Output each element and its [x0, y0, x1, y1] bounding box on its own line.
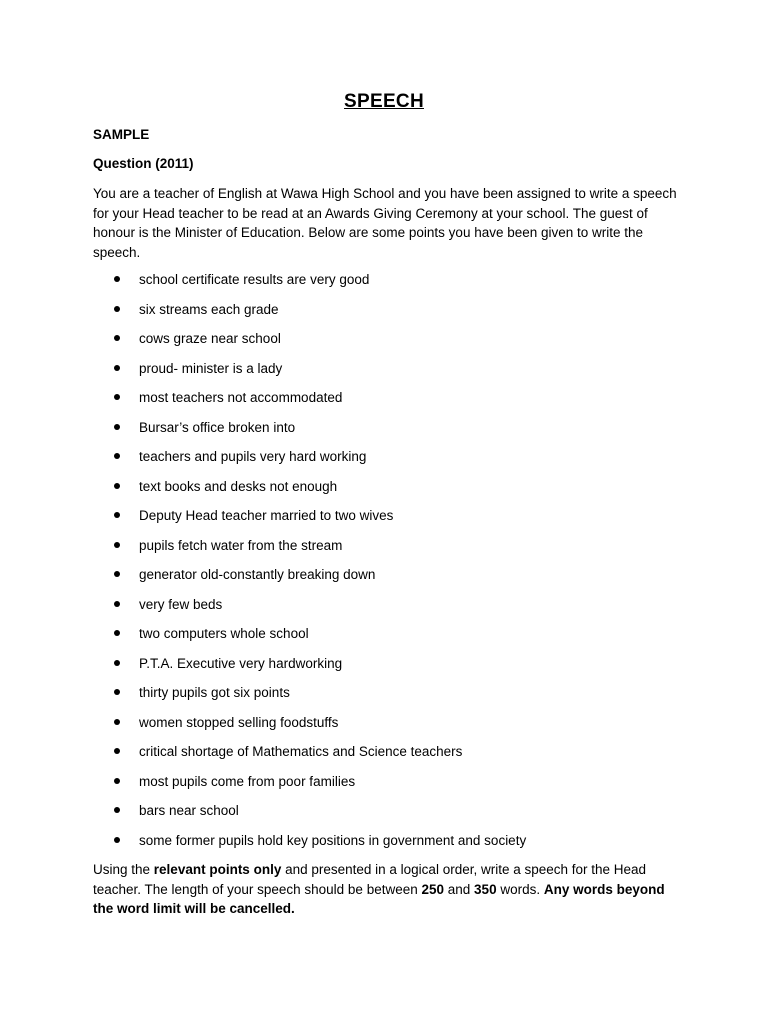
bullet-icon: [114, 424, 120, 430]
list-item-text: six streams each grade: [139, 301, 279, 317]
list-item: [0, 418, 768, 448]
list-item: [0, 654, 768, 684]
bullet-icon: [114, 365, 120, 371]
list-item: [0, 801, 768, 831]
bullet-icon: [114, 542, 120, 548]
list-item-text: most teachers not accommodated: [139, 390, 343, 405]
closing-paragraph: [93, 860, 678, 919]
closing-text-2: and presented in a logical order, write a speech for the Head teacher. The length of your speech should be between: [93, 862, 647, 897]
bullet-icon: [114, 807, 120, 813]
bullet-icon: [114, 689, 120, 695]
closing-bold-relevant: relevant points only: [153, 862, 282, 877]
list-item: [0, 565, 768, 595]
bullet-icon: [114, 601, 120, 607]
bullet-icon: [114, 453, 120, 459]
bullet-icon: [114, 748, 120, 754]
list-item: [0, 329, 768, 359]
list-item-text: critical shortage of Mathematics and Science teachers: [139, 744, 463, 759]
bullet-icon: [114, 306, 120, 312]
list-item-text: thirty pupils got six points: [139, 685, 290, 700]
list-item: [0, 536, 768, 566]
list-item-text: P.T.A. Executive very hardworking: [139, 655, 343, 671]
list-item-text: school certificate results are very good: [139, 272, 370, 287]
list-item: [0, 595, 768, 625]
question-label: Question (2011): [93, 156, 194, 171]
list-item-text: cows graze near school: [139, 331, 281, 346]
bullet-icon: [114, 837, 120, 843]
list-item-text: generator old-constantly breaking down: [139, 567, 376, 582]
bullet-icon: [114, 394, 120, 400]
list-item: [0, 300, 768, 330]
bullet-icon: [114, 630, 120, 636]
bullet-icon: [114, 660, 120, 666]
bullet-icon: [114, 276, 120, 282]
list-item-text: Deputy Head teacher married to two wives: [139, 508, 394, 523]
list-item-text: Bursar’s office broken into: [139, 419, 296, 435]
list-item: [0, 742, 768, 772]
list-item-text: proud- minister is a lady: [139, 360, 283, 376]
list-item: [0, 388, 768, 418]
list-item-text: text books and desks not enough: [139, 478, 338, 494]
bullet-icon: [114, 778, 120, 784]
list-item-text: two computers whole school: [139, 626, 309, 641]
list-item: [0, 713, 768, 743]
list-item: [0, 447, 768, 477]
list-item: [0, 359, 768, 389]
bullet-icon: [114, 571, 120, 577]
list-item: [0, 772, 768, 802]
list-item: [0, 683, 768, 713]
list-item-text: very few beds: [139, 596, 223, 612]
list-item-text: some former pupils hold key positions in government and society: [139, 832, 527, 848]
list-item-text: teachers and pupils very hard working: [139, 449, 367, 464]
list-item-text: most pupils come from poor families: [139, 773, 356, 789]
closing-text-1: Using the: [93, 862, 154, 877]
list-item: [0, 624, 768, 654]
list-item-text: pupils fetch water from the stream: [139, 537, 343, 553]
list-item: [0, 831, 768, 861]
bullet-icon: [114, 719, 120, 725]
intro-paragraph: You are a teacher of English at Wawa High School and you have been assigned to write a speech for your Head teacher to be read at an Awards Giving Ceremony at your school. The guest of honour is the Minister of Education. Below are some points you have been given to write the speech.: [93, 186, 677, 260]
document-title: SPEECH: [344, 91, 424, 112]
list-item-text: women stopped selling foodstuffs: [139, 714, 339, 730]
list-item-text: bars near school: [139, 803, 239, 818]
bullet-icon: [114, 483, 120, 489]
list-item: [0, 506, 768, 536]
closing-bold-min-words: 250: [421, 881, 445, 897]
closing-text-3: and: [444, 881, 475, 897]
list-item: [0, 477, 768, 507]
bullet-icon: [114, 512, 120, 518]
list-item: [0, 270, 768, 300]
bullet-icon: [114, 335, 120, 341]
sample-label: SAMPLE: [93, 127, 150, 142]
points-list: [0, 270, 768, 860]
closing-bold-max-words: 350: [474, 881, 497, 897]
closing-text-4: words.: [496, 881, 544, 897]
closing-bold-warning: Any words beyond the word limit will be cancelled.: [93, 881, 665, 916]
